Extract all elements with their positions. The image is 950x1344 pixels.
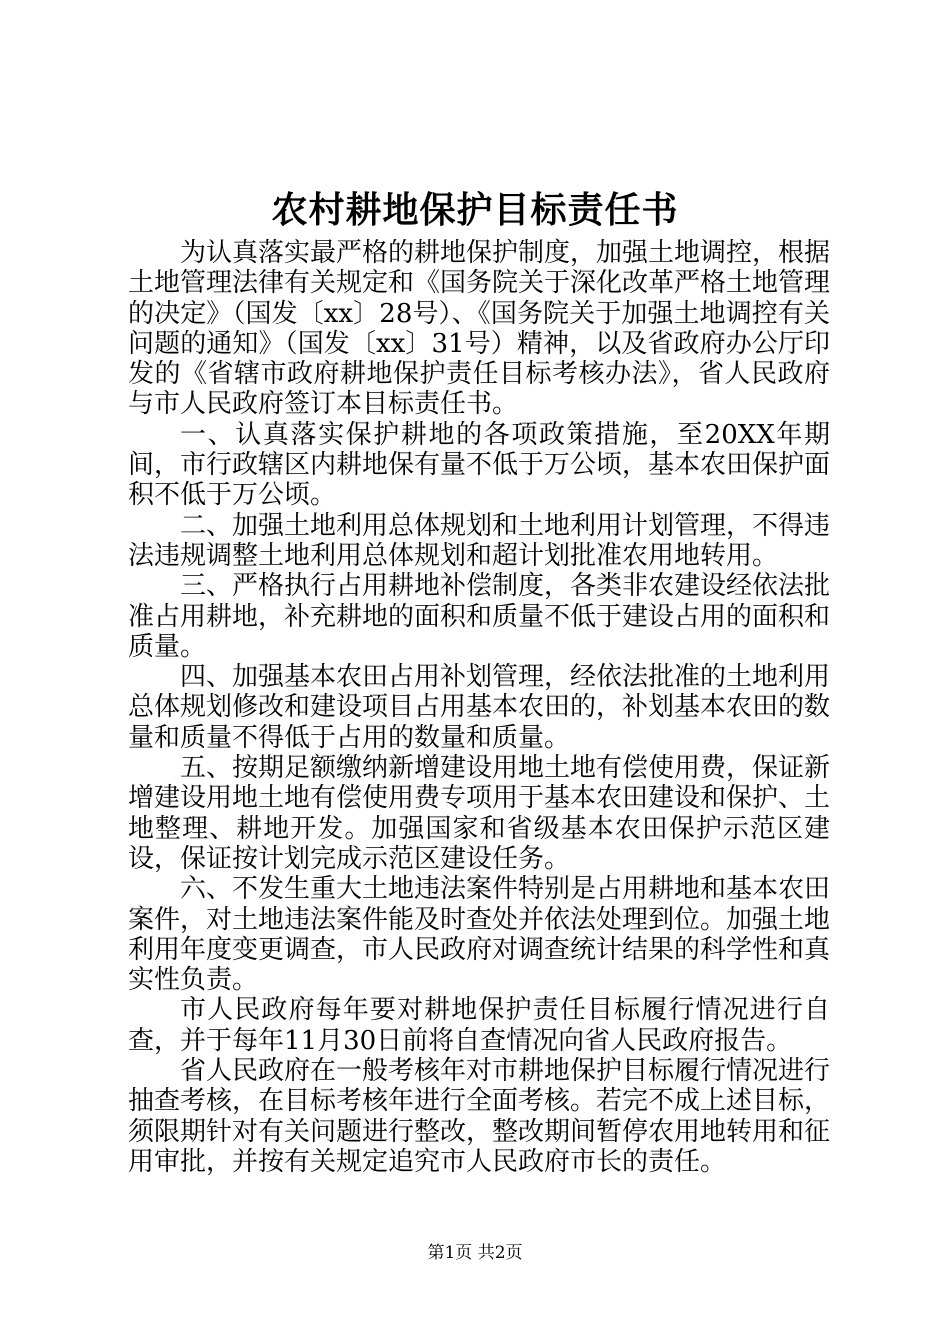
paragraph-intro: 为认真落实最严格的耕地保护制度，加强土地调控，根据土地管理法律有关规定和《国务院关于深化改革严格土地管理的决定》（国发〔xx〕28号）、《国务院关于加强土地调控有关问题的通知》（国发〔xx〕31号）精神，以及省政府办公厅印发的《省辖市政府耕地保护责任目标考核办法》，省人民政府与市人民政府签订本目标责任书。 xyxy=(128,238,831,420)
paragraph-item-4: 四、加强基本农田占用补划管理，经依法批准的土地利用总体规划修改和建设项目占用基本农田的，补划基本农田的数量和质量不得低于占用的数量和质量。 xyxy=(128,662,831,753)
page-indicator: 第1页 共2页 xyxy=(427,1243,523,1263)
document-title: 农村耕地保护目标责任书 xyxy=(271,189,679,231)
paragraph-item-2: 二、加强土地利用总体规划和土地利用计划管理，不得违法违规调整土地利用总体规划和超计划批准农用地转用。 xyxy=(128,510,831,571)
paragraph-self-check: 市人民政府每年要对耕地保护责任目标履行情况进行自查，并于每年11月30日前将自查情况向省人民政府报告。 xyxy=(128,995,830,1056)
paragraph-item-6: 六、不发生重大土地违法案件特别是占用耕地和基本农田案件，对土地违法案件能及时查处并依法处理到位。加强土地利用年度变更调查，市人民政府对调查统计结果的科学性和真实性负责。 xyxy=(128,874,831,996)
paragraph-item-1: 一、认真落实保护耕地的各项政策措施，至20XX年期间，市行政辖区内耕地保有量不低于万公顷，基本农田保护面积不低于万公顷。 xyxy=(128,419,831,511)
paragraph-item-5: 五、按期足额缴纳新增建设用地土地有偿使用费，保证新增建设用地土地有偿使用费专项用于基本农田建设和保护、土地整理、耕地开发。加强国家和省级基本农田保护示范区建设，保证按计划完成示范区建设任务。 xyxy=(128,753,831,874)
paragraph-item-3: 三、严格执行占用耕地补偿制度，各类非农建设经依法批准占用耕地，补充耕地的面积和质量不低于建设占用的面积和质量。 xyxy=(128,571,831,662)
document-body xyxy=(128,238,830,1177)
paragraph-assessment: 省人民政府在一般考核年对市耕地保护目标履行情况进行抽查考核，在目标考核年进行全面考核。若完不成上述目标，须限期针对有关问题进行整改，整改期间暂停农用地转用和征用审批，并按有关规定追究市人民政府市长的责任。 xyxy=(128,1056,831,1177)
